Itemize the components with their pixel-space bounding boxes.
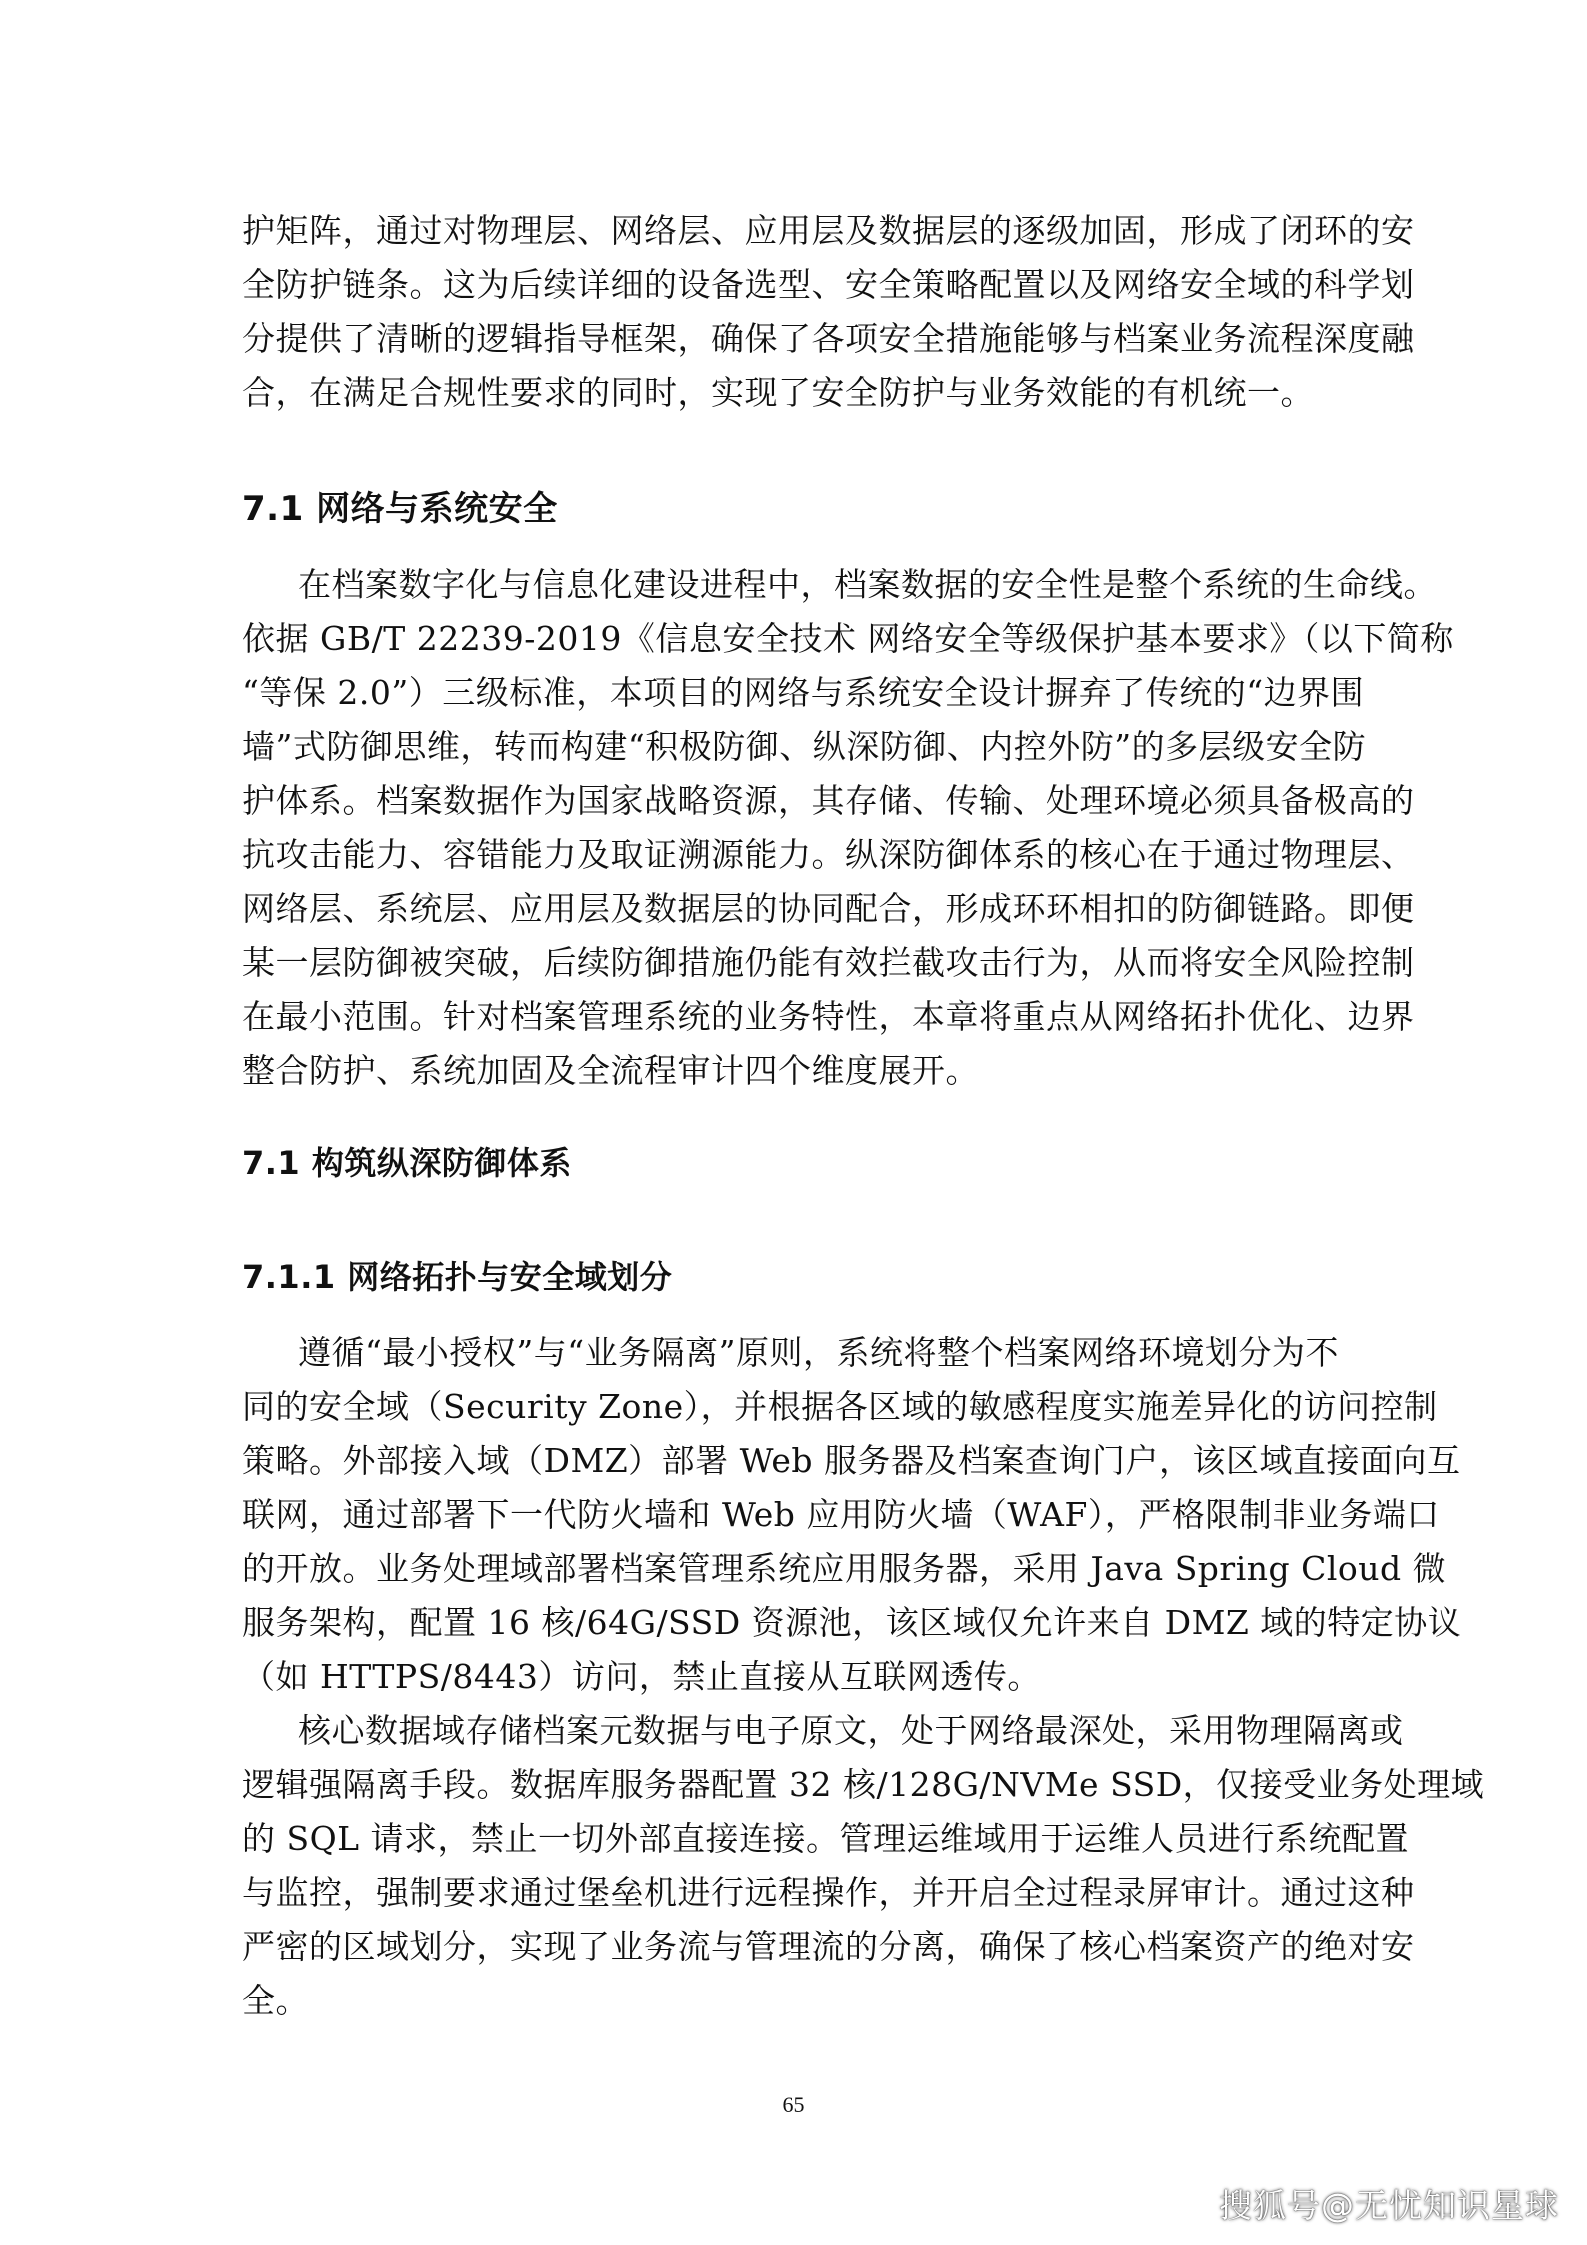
text-line: 合，在满足合规性要求的同时，实现了安全防护与业务效能的有机统一。 (242, 373, 1314, 412)
section-7-1-1-paragraph-1 (242, 1326, 1462, 1704)
text-line: 同的安全域（Security Zone），并根据各区域的敏感程度实施差异化的访问控制 (242, 1387, 1438, 1426)
text-line: 核心数据域存储档案元数据与电子原文，处于网络最深处，采用物理隔离或 (298, 1711, 1404, 1750)
text-line: 联网，通过部署下一代防火墙和 Web 应用防火墙（WAF），严格限制非业务端口 (242, 1495, 1440, 1534)
text-line: 护体系。档案数据作为国家战略资源，其存储、传输、处理环境必须具备极高的 (242, 781, 1415, 820)
text-line: 的开放。业务处理域部署档案管理系统应用服务器，采用 Java Spring Cloud 微 (242, 1549, 1447, 1588)
intro-paragraph (242, 204, 1415, 420)
section-7-1-paragraph (242, 558, 1454, 1098)
text-line: 策略。外部接入域（DMZ）部署 Web 服务器及档案查询门户，该区域直接面向互 (242, 1441, 1461, 1480)
text-line: 整合防护、系统加固及全流程审计四个维度展开。 (242, 1051, 979, 1090)
text-line: 墙”式防御思维，转而构建“积极防御、纵深防御、内控外防”的多层级安全防 (242, 727, 1367, 766)
text-line: 分提供了清晰的逻辑指导框架，确保了各项安全措施能够与档案业务流程深度融 (242, 319, 1415, 358)
text-line: 依据 GB/T 22239-2019《信息安全技术 网络安全等级保护基本要求》（以下简称 (242, 619, 1454, 658)
watermark: 搜狐号@无忧知识星球 (1219, 2186, 1559, 2225)
text-line: （如 HTTPS/8443）访问，禁止直接从互联网透传。 (242, 1657, 1041, 1696)
text-line: 全防护链条。这为后续详细的设备选型、安全策略配置以及网络安全域的科学划 (242, 265, 1415, 304)
text-line: “等保 2.0”）三级标准，本项目的网络与系统安全设计摒弃了传统的“边界围 (242, 673, 1365, 712)
text-line: 服务架构，配置 16 核/64G/SSD 资源池，该区域仅允许来自 DMZ 域的特定协议 (242, 1603, 1462, 1642)
document-page (242, 190, 1485, 2028)
text-line: 严密的区域划分，实现了业务流与管理流的分离，确保了核心档案资产的绝对安 (242, 1927, 1415, 1966)
text-line: 的 SQL 请求，禁止一切外部直接连接。管理运维域用于运维人员进行系统配置 (242, 1819, 1410, 1858)
section-7-1-1-paragraph-2 (242, 1704, 1485, 2028)
page-number: 65 (782, 2092, 805, 2117)
text-line: 某一层防御被突破，后续防御措施仍能有效拦截攻击行为，从而将安全风险控制 (242, 943, 1415, 982)
text-line: 逻辑强隔离手段。数据库服务器配置 32 核/128G/NVMe SSD，仅接受业务处理域 (242, 1765, 1485, 1804)
section-heading-7-1: 7.1 网络与系统安全 (242, 489, 558, 529)
section-heading-7-1-1: 7.1.1 网络拓扑与安全域划分 (242, 1258, 673, 1296)
text-line: 网络层、系统层、应用层及数据层的协同配合，形成环环相扣的防御链路。即便 (242, 889, 1415, 928)
text-line: 抗攻击能力、容错能力及取证溯源能力。纵深防御体系的核心在于通过物理层、 (242, 835, 1415, 874)
text-line: 与监控，强制要求通过堡垒机进行远程操作，并开启全过程录屏审计。通过这种 (242, 1873, 1415, 1912)
text-line: 全。 (242, 1981, 309, 2020)
text-line: 护矩阵，通过对物理层、网络层、应用层及数据层的逐级加固，形成了闭环的安 (242, 211, 1415, 250)
text-line: 在最小范围。针对档案管理系统的业务特性，本章将重点从网络拓扑优化、边界 (242, 997, 1415, 1036)
text-line: 遵循“最小授权”与“业务隔离”原则，系统将整个档案网络环境划分为不 (298, 1333, 1339, 1372)
text-line: 在档案数字化与信息化建设进程中，档案数据的安全性是整个系统的生命线。 (298, 565, 1437, 604)
section-heading-7-1-defense: 7.1 构筑纵深防御体系 (242, 1144, 572, 1182)
